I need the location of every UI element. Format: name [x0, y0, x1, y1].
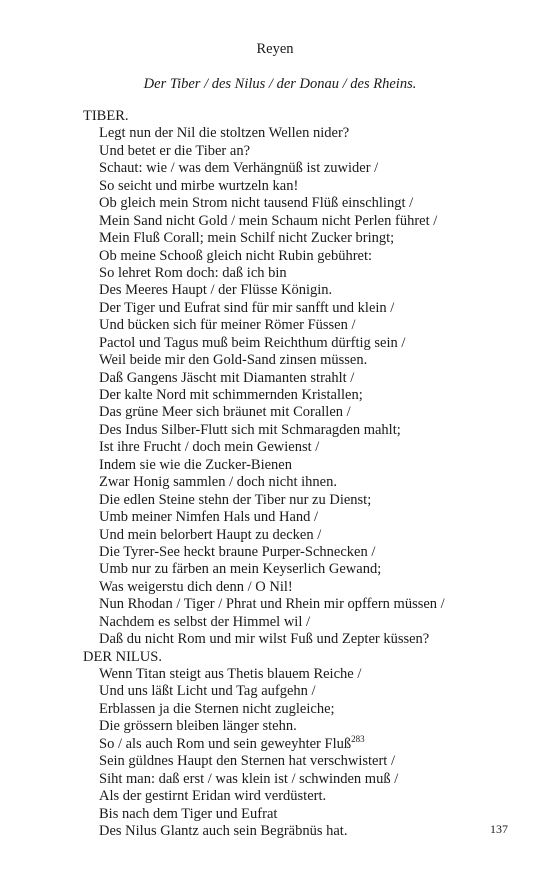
verse-line [83, 492, 530, 509]
verse-line-text: Zwar Honig sammlen / doch nicht ihnen. [99, 474, 337, 491]
verse-line [83, 404, 530, 421]
verse-line [83, 265, 530, 282]
verse-line-text: Indem sie wie die Zucker-Bienen [99, 456, 292, 473]
verse-line [83, 701, 530, 718]
verse-line-text: Wenn Titan steigt aus Thetis blauem Reiche / [99, 666, 362, 682]
verse-line [83, 300, 530, 317]
verse-line [83, 352, 530, 369]
verse-line [83, 614, 530, 631]
verse-line [83, 457, 530, 474]
verse-line [83, 125, 530, 142]
verse-line [83, 579, 530, 596]
verse-line-text: Mein Sand nicht Gold / mein Schaum nicht Perlen führet / [99, 212, 438, 229]
verse-line-text: Nachdem es selbst der Himmel wil / [99, 613, 311, 630]
verse-line [83, 422, 530, 439]
verse-line [83, 631, 530, 648]
verse-line [83, 683, 530, 700]
verse-line-text: Des Indus Silber-Flutt sich mit Schmaragden mahlt; [99, 421, 401, 438]
running-head: Reyen [256, 41, 294, 57]
speaker-label: DER NILUS. [83, 648, 162, 665]
verse-line [83, 474, 530, 491]
verse-line-text: Ist ihre Frucht / doch mein Gewienst / [99, 439, 320, 456]
verse-line-text: Und mein belorbert Haupt zu decken / [99, 526, 322, 543]
verse-line [83, 335, 530, 352]
verse-line [83, 771, 530, 788]
verse-line-text: Als der gestirnt Eridan wird verdüstert. [99, 788, 327, 805]
verse-line-text: So seicht und mirbe wurtzeln kan! [99, 177, 299, 194]
verse-line-text: Siht man: daß erst / was klein ist / schwinden muß / [99, 770, 399, 787]
verse-line [83, 544, 530, 561]
verse-line-text: Daß Gangens Jäscht mit Diamanten strahlt / [99, 369, 355, 386]
verse-line-text: Umb nur zu färben an mein Keyserlich Gewand; [99, 561, 382, 578]
verse-line [83, 317, 530, 334]
verse-line [83, 143, 530, 160]
verse-line [83, 561, 530, 578]
verse-line-text: Schaut: wie / was dem Verhängnüß ist zuwider / [99, 160, 379, 177]
verse-line-text: Erblassen ja die Sternen nicht zugleiche; [99, 700, 335, 717]
verse-line-text: Die Tyrer-See heckt braune Purper-Schnecken / [99, 543, 376, 560]
verse-line-text: Der kalte Nord mit schimmernden Kristallen; [99, 387, 363, 403]
verse-line-text: Mein Fluß Corall; mein Schilf nicht Zucker bringt; [99, 230, 395, 247]
verse-line-text: So / als auch Rom und sein geweyhter Fluß [99, 735, 352, 752]
verse-line-text: So lehret Rom doch: daß ich bin [99, 264, 287, 281]
verse-line [83, 527, 530, 544]
verse-line-text: Und bücken sich für meiner Römer Füssen / [99, 317, 356, 334]
verse-line [83, 160, 530, 177]
verse-line-text: Und uns läßt Licht und Tag aufgehn / [99, 683, 316, 700]
verse-line-text: Weil beide mir den Gold-Sand zinsen müssen. [99, 352, 368, 369]
verse-line-text: Ob gleich mein Strom nicht tausend Flüß einschlingt / [99, 195, 414, 212]
verse-line [83, 387, 530, 404]
verse-line-text: Pactol und Tagus muß beim Reichthum dürftig sein / [99, 334, 406, 351]
page-number: 137 [490, 822, 508, 836]
verse-line-text: Der Tiger und Eufrat sind für mir sanfft und klein / [99, 299, 395, 316]
verse-line-text: Das grüne Meer sich bräunet mit Corallen / [99, 404, 351, 421]
verse-line [83, 439, 530, 456]
verse-line [83, 195, 530, 212]
verse-line-text: Was weigerstu dich denn / O Nil! [99, 578, 293, 595]
verse-line [83, 248, 530, 265]
verse-line-text: Bis nach dem Tiger und Eufrat [99, 805, 278, 822]
verse-line-text: Nun Rhodan / Tiger / Phrat und Rhein mir opffern müssen / [99, 596, 445, 613]
verse-line [83, 282, 530, 299]
verse-line [83, 753, 530, 770]
verse-line-text: Umb meiner Nimfen Hals und Hand / [99, 509, 319, 526]
verse-line [83, 596, 530, 613]
verse-line [83, 733, 530, 753]
verse-line-text: Des Meeres Haupt / der Flüsse Königin. [99, 282, 333, 299]
verse-line-text: Ob meine Schooß gleich nicht Rubin gebühret: [99, 247, 373, 264]
verse-line [83, 509, 530, 526]
verse-line [83, 806, 530, 823]
verse-line [83, 718, 530, 735]
verse-line [83, 213, 530, 230]
scene-heading: Der Tiber / des Nilus / der Donau / des Rheins. [143, 76, 417, 92]
verse-line [83, 666, 530, 683]
verse-line-text: Legt nun der Nil die stoltzen Wellen nider? [99, 125, 350, 142]
verse-line [83, 230, 530, 247]
verse-line [83, 823, 530, 840]
verse-line [83, 788, 530, 805]
verse-line-text: Daß du nicht Rom und mir wilst Fuß und Zepter küssen? [99, 631, 430, 648]
verse-line-text: Die grössern bleiben länger stehn. [99, 718, 297, 735]
verse-line-text: Die edlen Steine stehn der Tiber nur zu Dienst; [99, 491, 372, 508]
footnote-marker[interactable]: 283 [351, 733, 365, 744]
verse-line-text: Des Nilus Glantz auch sein Begräbnüs hat. [99, 822, 348, 839]
verse-line-text: Sein güldnes Haupt den Sternen hat verschwistert / [99, 753, 395, 770]
verse-text [83, 108, 530, 840]
speaker-label: TIBER. [83, 108, 129, 124]
verse-line [83, 178, 530, 195]
verse-line-text: Und betet er die Tiber an? [99, 142, 251, 159]
verse-line [83, 370, 530, 387]
